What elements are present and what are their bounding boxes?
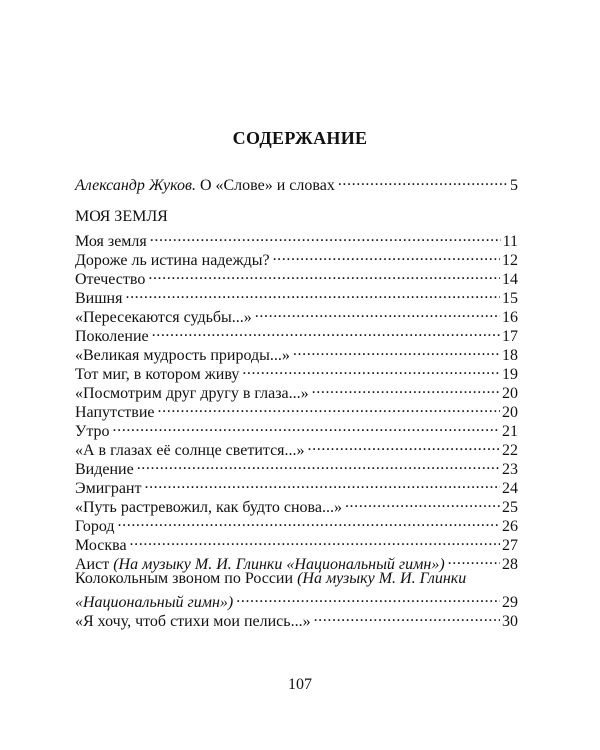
toc-entry-page: 23	[502, 461, 518, 478]
toc-entry[interactable]	[75, 493, 518, 516]
toc-entry-page: 5	[510, 177, 518, 194]
toc-entry[interactable]	[75, 246, 518, 269]
toc-entry-title: «А в глазах её солнце светится...»	[75, 442, 305, 459]
dot-leader	[113, 417, 500, 436]
toc-entry-title: Тот миг, в котором живу	[75, 366, 240, 383]
toc-entry-note: (На музыку М. И. Глинки	[297, 570, 467, 587]
toc-entry-page: 22	[502, 442, 518, 459]
dot-leader	[130, 531, 500, 550]
dot-leader	[152, 322, 500, 341]
toc-entry-kolokol-line1[interactable]	[75, 569, 466, 588]
toc-entry-title: «Великая мудрость природы...»	[75, 347, 290, 364]
toc-entry-title: «Посмотрим друг другу в глаза...»	[75, 385, 309, 402]
toc-entry-title: Моя земля	[75, 233, 147, 250]
toc-entry[interactable]	[75, 512, 518, 535]
toc-entry-title: Утро	[75, 423, 110, 440]
dot-leader	[338, 171, 508, 190]
toc-entry-title: «Я хочу, чтоб стихи мои пелись...»	[75, 613, 311, 630]
toc-entry[interactable]	[75, 284, 518, 307]
toc-entry-page: 26	[502, 518, 518, 535]
toc-entry-note: «Национальный гимн»)	[75, 594, 234, 611]
toc-entry-title	[75, 176, 335, 195]
dot-leader	[308, 436, 500, 455]
toc-entry-title-text: Аист	[75, 556, 114, 573]
dot-leader	[273, 246, 500, 265]
toc-entry[interactable]	[75, 227, 518, 250]
toc-entry[interactable]	[75, 455, 518, 478]
toc-entry-page: 25	[502, 499, 518, 516]
toc-entry-title: Москва	[75, 537, 127, 554]
toc-entry[interactable]	[75, 531, 518, 554]
dot-leader	[448, 550, 500, 569]
toc-entry[interactable]	[75, 436, 518, 459]
toc-entry-page: 20	[502, 404, 518, 421]
toc-entry[interactable]	[75, 265, 518, 288]
toc-entry-title: Вишня	[75, 290, 123, 307]
toc-entry[interactable]	[75, 379, 518, 402]
toc-entry-page: 21	[502, 423, 518, 440]
toc-entry-page: 20	[502, 385, 518, 402]
toc-entry-title: Эмигрант	[75, 480, 142, 497]
dot-leader	[293, 341, 500, 360]
toc-entry-title-text: О «Слове» и словах	[195, 177, 335, 194]
toc-entry-author: Александр Жуков.	[75, 177, 196, 194]
toc-entry-kolokol-line2[interactable]	[75, 588, 518, 611]
dot-leader	[236, 588, 500, 607]
toc-entry-title: Отечество	[75, 271, 146, 288]
toc-entry-title: «Пересекаются судьбы...»	[75, 309, 252, 326]
toc-entry[interactable]	[75, 360, 518, 383]
toc-entry-intro[interactable]	[75, 171, 518, 194]
toc-entry[interactable]	[75, 322, 518, 345]
dot-leader	[148, 265, 500, 284]
toc-entry-page: 30	[502, 613, 518, 630]
toc-entry-aist[interactable]	[75, 550, 518, 573]
toc-entry[interactable]	[75, 607, 518, 630]
toc-entry-page: 11	[502, 233, 518, 250]
toc-entry-title: Видение	[75, 461, 134, 478]
toc-entry-title-text: Колокольным звоном по России	[75, 570, 298, 587]
toc-entry-title: Дороже ль истина надежды?	[75, 252, 270, 269]
toc-entry-page: 18	[502, 347, 518, 364]
toc-entry-title: Город	[75, 518, 115, 535]
toc-entry-page: 16	[502, 309, 518, 326]
dot-leader	[314, 607, 500, 626]
footer-page-number: 107	[288, 676, 312, 693]
toc-entry-title: Поколение	[75, 328, 149, 345]
toc-entry-title: «Путь растревожил, как будто снова...»	[75, 499, 342, 516]
toc-entry-page: 29	[502, 594, 518, 611]
section-heading: МОЯ ЗЕМЛЯ	[75, 208, 168, 225]
dot-leader	[125, 284, 500, 303]
toc-entry[interactable]	[75, 303, 518, 326]
dot-leader	[137, 455, 500, 474]
toc-entry[interactable]	[75, 341, 518, 364]
dot-leader	[345, 493, 500, 512]
dot-leader	[118, 512, 500, 531]
toc-entry-page: 28	[502, 556, 518, 573]
dot-leader	[158, 398, 500, 417]
toc-entry[interactable]	[75, 398, 518, 421]
toc-entry-page: 24	[502, 480, 518, 497]
toc-entry-page: 14	[502, 271, 518, 288]
page-title: СОДЕРЖАНИЕ	[232, 128, 368, 148]
toc-entry-page: 19	[502, 366, 518, 383]
toc-entry[interactable]	[75, 417, 518, 440]
dot-leader	[242, 360, 500, 379]
toc-entry[interactable]	[75, 474, 518, 497]
dot-leader	[144, 474, 500, 493]
dot-leader	[255, 303, 500, 322]
dot-leader	[150, 227, 501, 246]
dot-leader	[312, 379, 500, 398]
toc-entry-note: (На музыку М. И. Глинки «Национальный гимн»)	[113, 556, 445, 573]
toc-entry-page: 12	[502, 252, 518, 269]
toc-entry-page: 27	[502, 537, 518, 554]
toc-entry-title: Напутствие	[75, 404, 155, 421]
toc-entry-page: 15	[502, 290, 518, 307]
toc-entry-page: 17	[502, 328, 518, 345]
